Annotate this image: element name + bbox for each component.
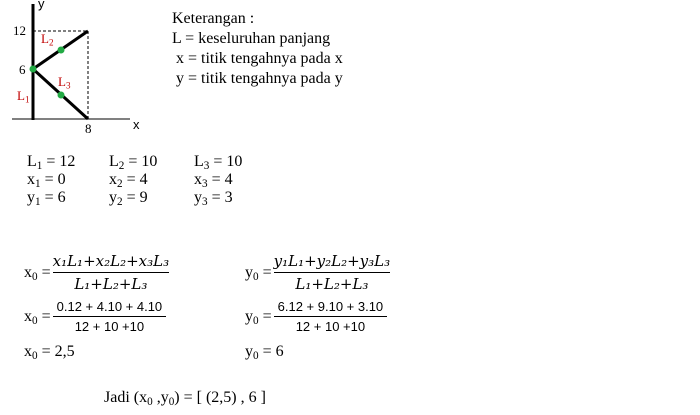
axis-label-y: y xyxy=(38,0,45,11)
x0-formula-numerator: x₁L₁+x₂L₂+x₃L₃ xyxy=(52,252,170,270)
tick-label-6: 6 xyxy=(19,62,26,77)
value-y1: $y_1 = 6$ xyxy=(27,189,66,208)
x0-lhs: $x_0$ = xyxy=(24,263,51,283)
fraction-bar xyxy=(53,316,167,317)
value-L3: $L_3 = 10$ xyxy=(194,153,243,172)
y0-substitution-denominator: 12 + 10 +10 xyxy=(295,319,366,334)
keterangan-block xyxy=(172,9,343,89)
x0-result: $x_0 = 2,5$ xyxy=(24,343,75,362)
tick-label-8: 8 xyxy=(85,121,92,136)
tick-label-12: 12 xyxy=(13,23,26,38)
value-y3: $y_3 = 3$ xyxy=(194,189,233,208)
keterangan-title: Keterangan : xyxy=(172,10,255,27)
keterangan-line-3: y = titik tengahnya pada y xyxy=(172,70,343,87)
value-x2: $x_2 = 4$ xyxy=(109,171,148,190)
values-column-1 xyxy=(27,153,75,207)
x0-substitution-fraction xyxy=(53,299,167,334)
midpoint-L1 xyxy=(30,66,37,73)
x0-formula-denominator: L₁+L₂+L₃ xyxy=(74,275,148,293)
value-x1: $x_1 = 0$ xyxy=(27,171,66,190)
y0-lhs-2: $y_0$ = xyxy=(245,307,272,327)
values-column-2 xyxy=(109,153,157,207)
label-L2: $L_2$ xyxy=(41,31,54,48)
x0-lhs-2: $x_0$ = xyxy=(24,307,51,327)
value-L1: $L_1 = 12$ xyxy=(27,153,76,172)
midpoint-L3 xyxy=(58,92,65,99)
keterangan-line-2: x = titik tengahnya pada x xyxy=(172,50,343,67)
y0-formula xyxy=(245,252,390,293)
label-L3: $L_3$ xyxy=(58,74,71,91)
x0-formula xyxy=(24,252,169,293)
y0-formula-fraction xyxy=(274,252,391,293)
y0-formula-denominator: L₁+L₂+L₃ xyxy=(295,275,369,293)
y0-result: $y_0 = 6$ xyxy=(245,343,284,362)
value-L2: $L_2 = 10$ xyxy=(109,153,158,172)
y0-substitution-numerator: 6.12 + 9.10 + 3.10 xyxy=(277,299,384,314)
y0-substitution-fraction xyxy=(274,299,388,334)
fraction-bar xyxy=(53,272,169,273)
x0-substitution xyxy=(24,299,166,334)
axis-label-x: x xyxy=(133,117,140,132)
x0-substitution-denominator: 12 + 10 +10 xyxy=(74,319,145,334)
midpoint-L2 xyxy=(58,47,65,54)
conclusion-line: Jadi ($x_0$ $,y_0$) = [ (2,5) , 6 ] xyxy=(104,389,266,408)
label-L1: $L_1$ xyxy=(17,88,30,105)
y0-substitution xyxy=(245,299,387,334)
value-x3: $x_3 = 4$ xyxy=(194,171,233,190)
keterangan-line-1: L = keseluruhan panjang xyxy=(172,30,331,47)
y0-lhs: $y_0$ = xyxy=(245,263,272,283)
fraction-bar xyxy=(274,272,391,273)
values-column-3 xyxy=(194,153,242,207)
x0-formula-fraction xyxy=(53,252,169,293)
value-y2: $y_2 = 9$ xyxy=(109,189,148,208)
x0-substitution-numerator: 0.12 + 4.10 + 4.10 xyxy=(56,299,163,314)
y0-formula-numerator: y₁L₁+y₂L₂+y₃L₃ xyxy=(273,252,391,270)
fraction-bar xyxy=(274,316,388,317)
